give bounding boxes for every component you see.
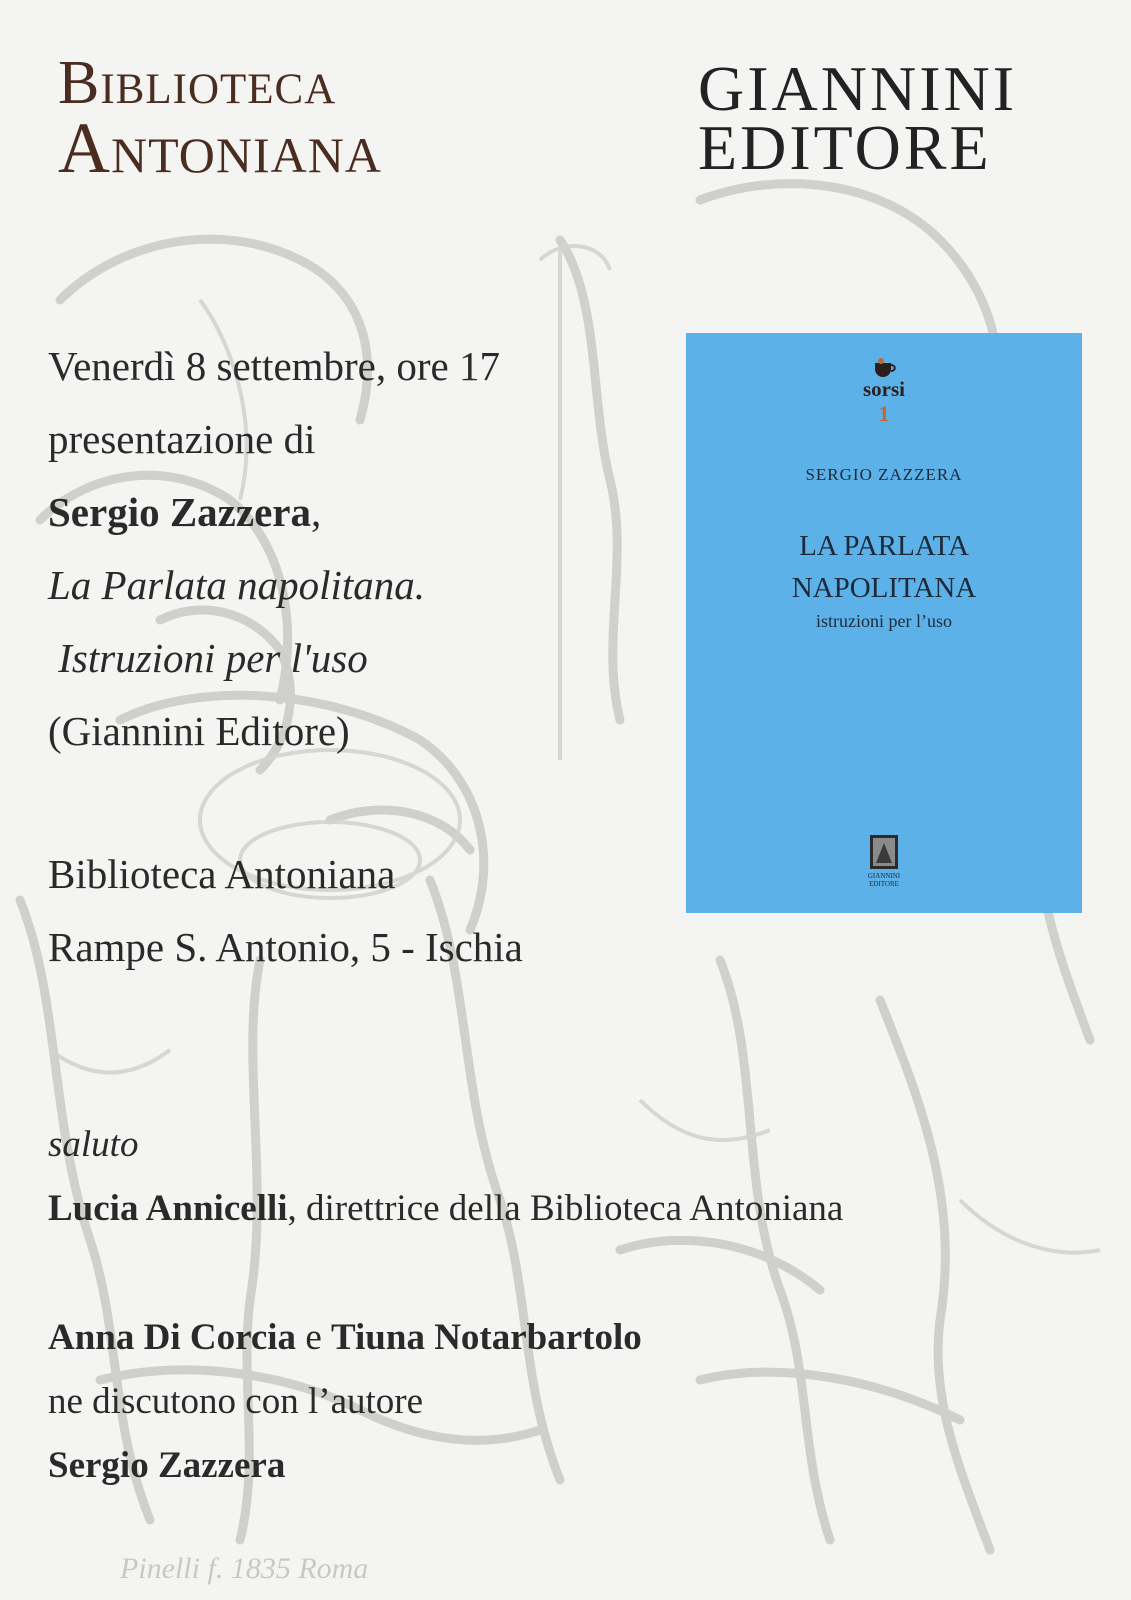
greeting-label: saluto — [48, 1124, 139, 1165]
book-title-line1: La Parlata napolitana. — [48, 562, 426, 608]
cover-title-line2: NAPOLITANA — [791, 572, 977, 604]
cover-publisher-line1: GIANNINI — [867, 872, 901, 880]
cover-subtitle: istruzioni per l’uso — [816, 611, 952, 631]
book-title-line2: Istruzioni per l'uso — [48, 635, 368, 681]
cover-title-line1: LA PARLATA — [799, 530, 969, 562]
cover-publisher-line2: EDITORE — [869, 880, 899, 888]
library-logo-line1: Biblioteca — [58, 49, 337, 117]
book-publisher: (Giannini Editore) — [48, 708, 350, 754]
event-author-line — [48, 476, 648, 549]
cover-author: SERGIO ZAZZERA — [805, 465, 963, 484]
event-author-comma: , — [310, 489, 322, 535]
event-info — [48, 330, 648, 768]
cup-icon — [869, 357, 899, 379]
venue-info — [48, 838, 523, 984]
cover-series-number: 1 — [878, 401, 890, 426]
event-intro: presentazione di — [48, 416, 316, 462]
greeter-line — [48, 1177, 1068, 1241]
discussant-1: Anna Di Corcia — [48, 1317, 297, 1358]
event-date: Venerdì 8 settembre, ore 17 — [48, 343, 500, 389]
cover-title — [686, 525, 1082, 609]
publisher-logo-line2: EDITORE — [698, 111, 992, 183]
venue-name: Biblioteca Antoniana — [48, 851, 396, 897]
discussants-line — [48, 1306, 1068, 1370]
closing-author: Sergio Zazzera — [48, 1445, 286, 1486]
venue-address: Rampe S. Antonio, 5 - Ischia — [48, 924, 523, 970]
publisher-logo-line1: GIANNINI — [698, 53, 1018, 124]
publisher-logo — [698, 53, 1018, 183]
cover-series: sorsi — [863, 377, 905, 401]
cover-publisher — [686, 872, 1082, 888]
library-logo — [58, 49, 382, 188]
engraving-signature: Pinelli f. 1835 Roma — [120, 1552, 369, 1585]
spacer — [48, 1241, 1068, 1306]
greeter-role: , direttrice della Biblioteca Antoniana — [287, 1188, 844, 1229]
discussion-text: ne discutono con l’autore — [48, 1381, 424, 1422]
library-logo-line2: Antoniana — [58, 108, 382, 188]
discussant-2: Tiuna Notarbartolo — [331, 1317, 642, 1358]
conjunction: e — [296, 1317, 331, 1358]
event-author: Sergio Zazzera — [48, 489, 311, 535]
credits — [48, 1113, 1068, 1498]
greeter-name: Lucia Annicelli — [48, 1188, 288, 1229]
book-cover — [686, 333, 1082, 913]
